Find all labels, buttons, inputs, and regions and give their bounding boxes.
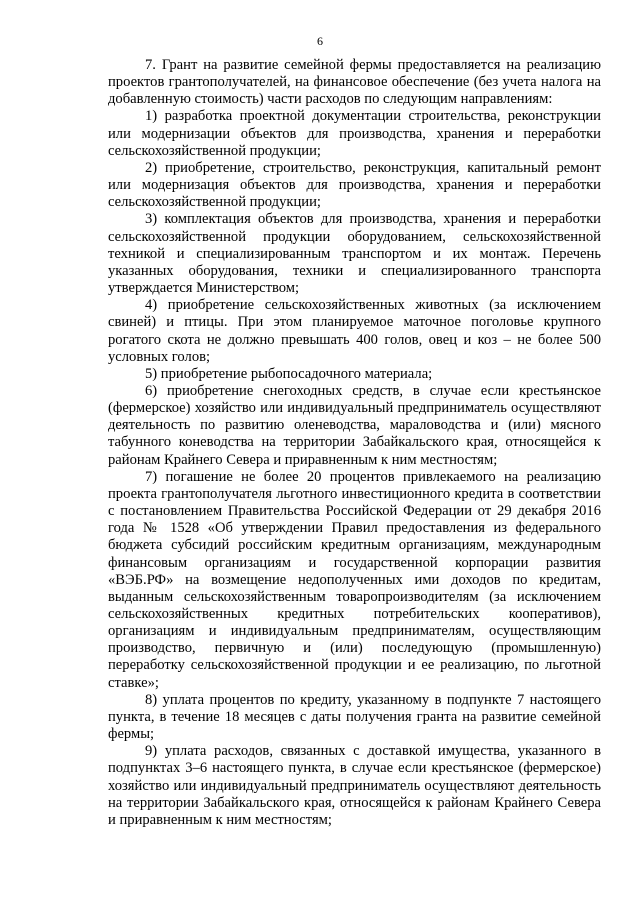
subitem-5: 5) приобретение рыбопосадочного материала; [145,365,433,382]
subitem-3: 3) комплектация объектов для производства, хранения и переработки сельскохозяйственной продукции оборудованием, сельскохозяйственной техникой и специализированным транспортом и их монтаж. Перечень указанных оборудования, техники и специализированного транспорта утверждается Министерством; [108,211,601,297]
subitem-8: 8) уплата процентов по кредиту, указанному в подпункте 7 настоящего пункта, в течение 18 месяцев с даты получения гранта на развитие семейной фермы; [108,691,601,743]
subitem-4: 4) приобретение сельскохозяйственных животных (за исключением свиней) и птицы. При этом планируемое маточное поголовье крупного рогатого скота не должно превышать 400 голов, овец и коз – не более 500 условных голов; [108,297,601,365]
subitem-2: 2) приобретение, строительство, реконструкция, капитальный ремонт или модернизация объектов для производства, хранения и переработки сельскохозяйственной продукции; [108,159,601,211]
paragraph-item-7: 7. Грант на развитие семейной фермы предоставляется на реализацию проектов грантополучателей, на финансовое обеспечение (без учета налога на добавленную стоимость) части расходов по следующим направлениям: [108,57,601,108]
subitem-1: 1) разработка проектной документации строительства, реконструкции или модернизации объектов для производства, хранения и переработки сельскохозяйственной продукции; [108,108,601,159]
subitem-9: 9) уплата расходов, связанных с доставкой имущества, указанного в подпунктах 3–6 настоящего пункта, в случае если крестьянское (фермерское) хозяйство или индивидуальный предприниматель осуществляют деятельность на территории Забайкальского края, относящейся к районам Крайнего Севера и приравненным к ним местностям; [108,743,601,828]
subitem-6: 6) приобретение снегоходных средств, в случае если крестьянское (фермерское) хозяйство или индивидуальный предприниматель осуществляют деятельность по развитию оленеводства, мараловодства и (или) мясного табунного коневодства на территории Забайкальского края, относящейся к районам Крайнего Севера и приравненным к ним местностям; [108,382,601,468]
page-number: 6 [317,34,323,48]
subitem-7: 7) погашение не более 20 процентов привлекаемого на реализацию проекта грантополучателя льготного инвестиционного кредита в соответствии с постановлением Правительства Российской Федерации от 29 декабря 2016 года № 1528 «Об утверждении Правил предоставления из федерального бюджета субсидий российским кредитным организациям, международным финансовым организациям и государственной корпорации развития «ВЭБ.РФ» на возмещение недополученных ими доходов по кредитам, выданным сельскохозяйственным товаропроизводителям (за исключением сельскохозяйственных кредитных потребительских кооперативов), организациям и индивидуальным предпринимателям, осуществляющим производство, первичную и (или) последующую (промышленную) переработку сельскохозяйственной продукции и ее реализацию, по льготной ставке»; [108,468,601,691]
document-body [108,57,601,829]
